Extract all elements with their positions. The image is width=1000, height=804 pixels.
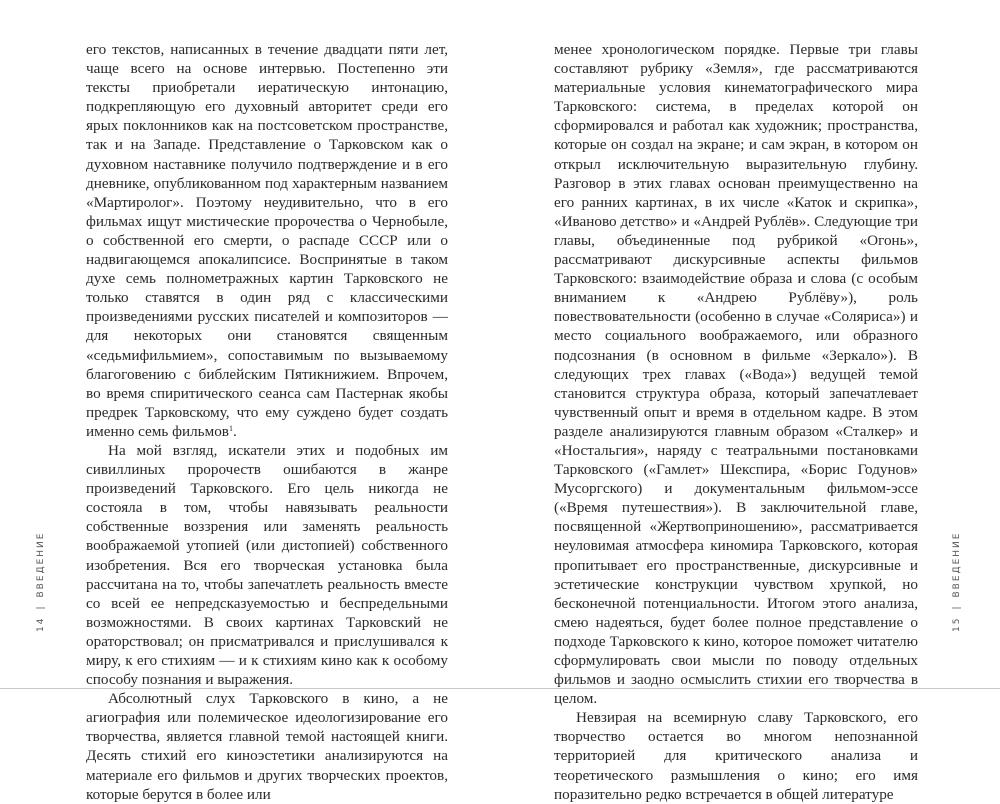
page-number: 15 (952, 616, 962, 632)
right-text-column (554, 40, 918, 804)
paragraph: менее хронологическом порядке. Первые три главы составляют рубрику «Земля», где рассматриваются материальные условия кинематографического мира Тарковского: система, в пределах которой он сформировался и работал как художник; пространства, которые он создал на экране; и сам экран, в котором он открыл исключительную выразительную глубину. Разговор в этих главах основан преимущественно на его ранних картинах, в их числе «Каток и скрипка», «Иваново детство» и «Андрей Рублёв». Следующие три главы, объединенные под рубрикой «Огонь», рассматривают дискурсивные аспекты фильмов Тарковского: взаимодействие образа и слова (с особым вниманием к «Андрею Рублёву»), роль повествовательности (особенно в случае «Соляриса») и место социального воображаемого, или образного подсознания (в основном в фильме «Зеркало»). В следующих трех главах («Вода») ведущей темой становится структура образа, который запечатлевает чувственный опыт и время в отдельном кадре. В этом разделе анализируются главным образом «Сталкер» и «Ностальгия», наряду с театральными постановками Тарковского («Гамлет» Шекспира, «Борис Годунов» Мусоргского) и документальным фильмом-эссе («Время путешествия»). В заключительной главе, посвященной «Жертвоприношению», рассматривается неуловимая атмосфера киномира Тарковского, которая пропитывает его пространственные, дискурсивные и эстетические конструкции чувством хрупкой, но бесконечной потенциальности. Итогом этого анализа, смею надеяться, будет более полное представление о подходе Тарковского к кино, которое поможет читателю сформулировать свои мысли по поводу отдельных фильмов и заодно осмыслить стихии его творчества в целом. (554, 41, 918, 708)
paragraph: Абсолютный слух Тарковского в кино, а не агиография или полемическое идеологизирование его творчества, является главной темой настоящей книги. Десять стихий его киноэстетики анализируются на материале его фильмов и других творческих проектов, которые берутся в более или (86, 690, 448, 803)
right-running-head (952, 532, 962, 632)
page-number: 14 (36, 616, 46, 632)
paragraph: На мой взгляд, искатели этих и подобных им сивиллиных пророчеств ошибаются в жанре произведений Тарковского. Его цель никогда не состояла в том, чтобы навязывать реальности собственные воззрения или заменять реальность воображаемой утопией (или дистопией) собственного изобретения. Вся его творческая установка была рассчитана на то, чтобы запечатлеть реальность вместе со всей ее непредсказуемостью и беспредельными возможностями. В своих картинах Тарковский не ораторствовал; он присматривался и прислушивался к миру, к его стихиям — и к стихиям кино как к особому способу познания и выражения. (86, 441, 448, 689)
footnote-marker: 1 (228, 423, 233, 433)
left-page (0, 0, 500, 803)
paragraph-text: его текстов, написанных в течение двадцати пяти лет, чаще всего на основе интервью. Постепенно эти тексты приобретали иератическую интонацию, подкрепляющую его духовный авторитет среди его ярых поклонников как на постсоветском пространстве, так и на Западе. Представление о Тарковском как о духовном наставнике получило подтверждение и в его дневнике, опубликованном под характерным названием «Мартиролог». Поэтому неудивительно, что в его фильмах ищут мистические пророчества о Чернобыле, о собственной его смерти, о распаде СССР или о надвигающемся апокалипсисе. Воспринятые в таком духе семь полнометражных картин Тарковского не только ставятся в один ряд с классическими произведениями русских писателей и композиторов — для некоторых они становятся священным «седьмифильмием», сопоставимым по вызываемому благоговению с библейским Пятикнижием. Впрочем, во время спиритического сеанса сам Пастернак якобы предрек Тарковскому, что ему суждено будет создать именно семь фильмов (86, 41, 448, 440)
running-head-title: ВВЕДЕНИЕ (952, 531, 962, 598)
paragraph: Невзирая на всемирную славу Тарковского, его творчество остается во многом непознанной территорией для критического анализа и теоретического размышления о кино; его имя поразительно редко встречается в общей литературе (554, 709, 918, 803)
right-page (500, 0, 1000, 803)
paragraph: его текстов, написанных в течение двадцати пяти лет, чаще всего на основе интервью. Постепенно эти тексты приобретали иератическую интонацию, подкрепляющую его духовный авторитет среди его ярых поклонников как на постсоветском пространстве, так и на Западе. Представление о Тарковском как о духовном наставнике получило подтверждение и в его дневнике, опубликованном под характерным названием «Мартиролог». Поэтому неудивительно, что в его фильмах ищут мистические пророчества о Чернобыле, о собственной его смерти, о распаде СССР или о надвигающемся апокалипсисе. Воспринятые в таком духе семь полнометражных картин Тарковского не только ставятся в один ряд с классическими произведениями русских писателей и композиторов — для некоторых они становятся священным «седьмифильмием», сопоставимым по вызываемому благоговению с библейским Пятикнижием. Впрочем, во время спиритического сеанса сам Пастернак якобы предрек Тарковскому, что ему суждено будет создать именно семь фильмов$^1$. (86, 41, 448, 440)
separator: | (952, 604, 962, 610)
left-running-head (36, 532, 46, 632)
bottom-edge-line (0, 688, 1000, 689)
running-head-title: ВВЕДЕНИЕ (36, 531, 46, 598)
separator: | (36, 604, 46, 610)
left-text-column (86, 40, 448, 804)
